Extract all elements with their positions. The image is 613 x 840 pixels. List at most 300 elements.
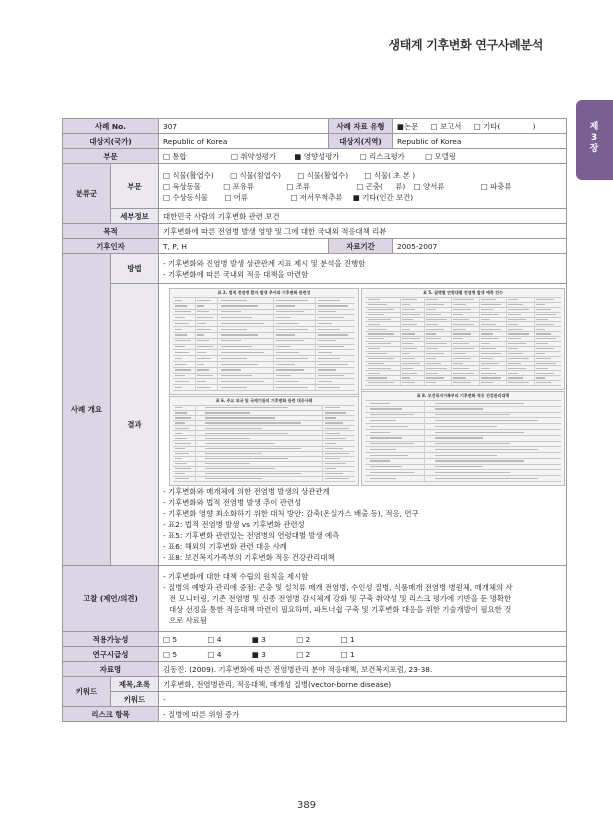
figure-text-placeholder bbox=[221, 375, 252, 376]
figure-text-placeholder bbox=[481, 319, 491, 320]
figure-text-placeholder bbox=[435, 432, 524, 433]
risk-items-value: - 질병에 따른 위험 증가 bbox=[159, 707, 567, 722]
figure-text-placeholder bbox=[325, 473, 343, 474]
figure-text-placeholder bbox=[435, 466, 483, 467]
figure-grid-line bbox=[365, 317, 561, 318]
class-bird[interactable]: □ 조류 bbox=[286, 181, 310, 191]
figure-text-placeholder bbox=[325, 407, 340, 408]
figure-text-placeholder bbox=[175, 340, 191, 341]
figure-grid-line bbox=[365, 321, 561, 322]
figure-text-placeholder bbox=[426, 343, 447, 344]
figure-grid-line bbox=[173, 367, 355, 368]
figure-grid-line bbox=[365, 361, 561, 362]
figure-text-placeholder bbox=[453, 373, 474, 374]
figure-text-placeholder bbox=[402, 373, 417, 374]
figure-grid-column bbox=[400, 297, 401, 385]
figure-text-placeholder bbox=[205, 468, 275, 469]
figure-text-placeholder bbox=[318, 364, 348, 365]
figure-text-placeholder bbox=[205, 428, 262, 429]
keywords-label: 키워드 bbox=[63, 677, 111, 707]
urgency-4[interactable]: □ 4 bbox=[207, 649, 222, 659]
figure-text-placeholder bbox=[435, 472, 510, 473]
applicability-4[interactable]: □ 4 bbox=[207, 634, 222, 644]
figure-text-placeholder bbox=[197, 346, 213, 347]
figure-text-placeholder bbox=[175, 369, 191, 370]
applicability-3[interactable]: ■ 3 bbox=[251, 634, 266, 644]
figure-text-placeholder bbox=[435, 449, 538, 450]
figure-grid-line bbox=[173, 415, 355, 416]
class-herb[interactable]: □ 식물( 초 본 ) bbox=[364, 170, 416, 180]
figure-text-placeholder bbox=[325, 412, 346, 413]
title-abstract-label: 제목,초록 bbox=[111, 677, 159, 692]
figure-text-placeholder bbox=[402, 309, 415, 310]
figure-text-placeholder bbox=[426, 324, 438, 325]
result-line-5: - 표5: 기후변화 관련있는 전염병의 연령대별 발생 예측 bbox=[163, 531, 340, 540]
figure-table-2 bbox=[169, 288, 359, 395]
figure-text-placeholder bbox=[426, 314, 441, 315]
figure-text-placeholder bbox=[370, 466, 402, 467]
figure-text-placeholder bbox=[318, 311, 336, 312]
sector-impact[interactable]: ■ 영향성평가 bbox=[294, 151, 340, 161]
case-type-paper[interactable]: ■논문 bbox=[397, 121, 419, 131]
figure-text-placeholder bbox=[435, 414, 510, 415]
figure-grid-column bbox=[506, 297, 507, 385]
figure-text-placeholder bbox=[175, 438, 187, 439]
figure-text-placeholder bbox=[402, 368, 413, 369]
figure-grid-line bbox=[365, 356, 561, 357]
figure-text-placeholder bbox=[370, 414, 414, 415]
figure-text-placeholder bbox=[368, 338, 384, 339]
figure-grid-line bbox=[173, 430, 355, 431]
figure-text-placeholder bbox=[370, 403, 391, 404]
figure-text-placeholder bbox=[318, 375, 344, 376]
figure-grid-line bbox=[173, 361, 355, 362]
urgency-1[interactable]: □ 1 bbox=[340, 649, 355, 659]
figure-text-placeholder bbox=[318, 317, 344, 318]
figure-text-placeholder bbox=[453, 343, 468, 344]
risk-items-label: 리스크 항목 bbox=[63, 707, 159, 722]
case-type-other-close: ) bbox=[532, 121, 536, 131]
figure-text-placeholder bbox=[508, 333, 529, 334]
figure-grid-line bbox=[173, 314, 355, 315]
figure-text-placeholder bbox=[175, 334, 187, 335]
figure-text-placeholder bbox=[453, 363, 463, 364]
applicability-1[interactable]: □ 1 bbox=[340, 634, 355, 644]
figure-text-placeholder bbox=[481, 353, 502, 354]
figure-text-placeholder bbox=[221, 358, 246, 359]
detail-value: 대한민국 사람의 기후변화 관련 보건 bbox=[159, 209, 567, 224]
figure-text-placeholder bbox=[370, 408, 402, 409]
figure-text-placeholder bbox=[426, 329, 444, 330]
figure-text-placeholder bbox=[197, 329, 211, 330]
class-broadleaf[interactable]: □ 식물(활엽수) bbox=[163, 170, 214, 180]
result-line-3: - 기후변화 영향 최소화하기 위한 대처 방안: 감축(온실가스 배출 등), 적응, 연구 bbox=[163, 509, 419, 518]
figure-text-placeholder bbox=[536, 338, 557, 339]
figure-grid-line bbox=[173, 471, 355, 472]
figure-text-placeholder bbox=[402, 348, 417, 349]
figure-text-placeholder bbox=[481, 314, 499, 315]
figure-grid-line bbox=[365, 326, 561, 327]
figure-text-placeholder bbox=[197, 311, 209, 312]
method-line-1: - 기후변화와 진염병 발생 상관관계 지표 제시 및 분석을 진행함 bbox=[163, 258, 366, 268]
figure-text-placeholder bbox=[536, 314, 557, 315]
sector-risk[interactable]: □ 리스크평가 bbox=[359, 151, 405, 161]
figure-grid-line bbox=[365, 307, 561, 308]
figure-table-8-grid bbox=[365, 400, 561, 481]
figure-text-placeholder bbox=[426, 358, 436, 359]
method-text bbox=[159, 254, 567, 284]
chapter-side-tab-label: 제3장 bbox=[589, 122, 599, 154]
figure-text-placeholder bbox=[325, 417, 336, 418]
figure-text-placeholder bbox=[426, 353, 444, 354]
figure-text-placeholder bbox=[325, 448, 343, 449]
figure-text-placeholder bbox=[481, 363, 499, 364]
figure-text-placeholder bbox=[368, 343, 391, 344]
figure-text-placeholder bbox=[426, 368, 447, 369]
figure-text-placeholder bbox=[426, 333, 436, 334]
figure-text-placeholder bbox=[481, 382, 493, 383]
figure-grid-line bbox=[173, 297, 355, 298]
figure-text-placeholder bbox=[276, 305, 295, 306]
figure-text-placeholder bbox=[325, 428, 350, 429]
figure-grid-line bbox=[173, 355, 355, 356]
urgency-5[interactable]: □ 5 bbox=[163, 649, 178, 659]
figure-text-placeholder bbox=[426, 373, 438, 374]
class-benthic[interactable]: □ 저서무척추류 bbox=[290, 192, 343, 202]
figure-text-placeholder bbox=[536, 329, 546, 330]
figure-text-placeholder bbox=[276, 329, 307, 330]
figure-text-placeholder bbox=[435, 455, 497, 456]
figure-text-placeholder bbox=[370, 478, 396, 479]
sector-options bbox=[159, 149, 567, 164]
figure-text-placeholder bbox=[175, 407, 183, 408]
figure-text-placeholder bbox=[318, 329, 340, 330]
figure-text-placeholder bbox=[453, 299, 474, 300]
figure-text-placeholder bbox=[402, 377, 410, 378]
figure-text-placeholder bbox=[368, 314, 384, 315]
sector-integrated[interactable]: □ 통합 bbox=[163, 151, 187, 161]
figure-text-placeholder bbox=[435, 437, 483, 438]
case-type-other[interactable]: □ 기타( bbox=[473, 121, 501, 131]
figure-text-placeholder bbox=[276, 375, 291, 376]
method-line-2: - 기후변화에 따른 국내외 적응 대책을 마련함 bbox=[163, 269, 309, 279]
climate-factor-label: 기후인자 bbox=[63, 239, 159, 254]
figure-text-placeholder bbox=[453, 329, 465, 330]
figure-grid-line bbox=[173, 476, 355, 477]
figure-text-placeholder bbox=[325, 463, 346, 464]
climate-factor-value: T, P, H bbox=[159, 239, 329, 254]
target-region-label: 대상지(지역) bbox=[329, 134, 393, 149]
figure-text-placeholder bbox=[318, 387, 340, 388]
figure-table-8-title: 표 8. 보건복지가족부의 기후변화 적응 건강관리대책 bbox=[416, 393, 510, 398]
figure-text-placeholder bbox=[175, 323, 189, 324]
sector-vulnerability[interactable]: □ 취약성평가 bbox=[230, 151, 277, 161]
figure-text-placeholder bbox=[453, 338, 463, 339]
purpose-label: 목적 bbox=[63, 224, 159, 239]
figure-text-placeholder bbox=[175, 453, 189, 454]
class-broadleaf-2[interactable]: □ 식물(활엽수) bbox=[297, 170, 349, 180]
applicability-label: 적용가능성 bbox=[63, 632, 159, 647]
figure-text-placeholder bbox=[435, 426, 497, 427]
figure-table-6-title: 표 6. 주요 외국 및 국제기관의 기후변화 관련 대응사례 bbox=[215, 398, 313, 403]
figure-text-placeholder bbox=[197, 352, 207, 353]
figure-text-placeholder bbox=[370, 443, 414, 444]
figure-text-placeholder bbox=[508, 382, 529, 383]
figure-text-placeholder bbox=[175, 417, 191, 418]
figure-grid-line bbox=[365, 297, 561, 298]
figure-text-placeholder bbox=[368, 324, 380, 325]
figure-text-placeholder bbox=[402, 358, 415, 359]
data-period-value: 2005-2007 bbox=[393, 239, 567, 254]
figure-grid-line bbox=[173, 309, 355, 310]
figure-text-placeholder bbox=[205, 443, 275, 444]
figure-text-placeholder bbox=[197, 369, 209, 370]
class-reptile[interactable]: □ 파충류 bbox=[480, 181, 512, 191]
figure-text-placeholder bbox=[325, 478, 350, 479]
figure-text-placeholder bbox=[221, 387, 246, 388]
figure-text-placeholder bbox=[370, 437, 402, 438]
figure-text-placeholder bbox=[536, 353, 546, 354]
figure-grid-line bbox=[173, 410, 355, 411]
class-land-animal[interactable]: □ 육상동물 bbox=[163, 181, 201, 191]
figure-grid-line bbox=[173, 425, 355, 426]
figure-text-placeholder bbox=[368, 329, 387, 330]
figure-text-placeholder bbox=[175, 358, 183, 359]
classification-label: 분류군 bbox=[63, 164, 111, 224]
figure-text-placeholder bbox=[175, 478, 189, 479]
urgency-options bbox=[159, 647, 567, 662]
figure-text-placeholder bbox=[276, 352, 299, 353]
figure-text-placeholder bbox=[402, 319, 413, 320]
figure-text-placeholder bbox=[370, 432, 391, 433]
figure-text-placeholder bbox=[508, 324, 518, 325]
figure-text-placeholder bbox=[481, 338, 499, 339]
figure-text-placeholder bbox=[276, 323, 299, 324]
figure-text-placeholder bbox=[508, 299, 518, 300]
figure-text-placeholder bbox=[536, 343, 548, 344]
figure-grid-line bbox=[173, 446, 355, 447]
figure-grid-line bbox=[173, 344, 355, 345]
method-label: 방법 bbox=[111, 254, 159, 284]
discussion-label: 고찰 (제언/의견) bbox=[63, 566, 159, 632]
figure-text-placeholder bbox=[175, 422, 185, 423]
figure-text-placeholder bbox=[435, 408, 483, 409]
figure-text-placeholder bbox=[205, 412, 250, 413]
figure-grid-line bbox=[365, 365, 561, 366]
figure-grid-line bbox=[365, 423, 561, 424]
figure-text-placeholder bbox=[481, 373, 496, 374]
figure-grid-column bbox=[217, 297, 218, 390]
class-other-health[interactable]: ■ 기타(인간 보건) bbox=[352, 192, 414, 202]
figure-text-placeholder bbox=[508, 368, 526, 369]
figure-grid-line bbox=[365, 400, 561, 401]
urgency-label: 연구시급성 bbox=[63, 647, 159, 662]
figure-text-placeholder bbox=[402, 333, 415, 334]
figure-grid-line bbox=[365, 481, 561, 482]
figure-text-placeholder bbox=[368, 377, 387, 378]
figure-text-placeholder bbox=[221, 381, 263, 382]
figure-text-placeholder bbox=[453, 304, 465, 305]
figure-text-placeholder bbox=[318, 300, 340, 301]
figure-text-placeholder bbox=[508, 348, 518, 349]
figure-text-placeholder bbox=[175, 352, 189, 353]
figure-text-placeholder bbox=[221, 300, 246, 301]
figure-text-placeholder bbox=[508, 373, 518, 374]
case-type-report[interactable]: □ 보고서 bbox=[430, 121, 462, 131]
figure-grid-line bbox=[173, 378, 355, 379]
figure-text-placeholder bbox=[221, 346, 252, 347]
target-region-value: Republic of Korea bbox=[393, 134, 567, 149]
figure-grid-line bbox=[365, 406, 561, 407]
figure-text-placeholder bbox=[276, 317, 291, 318]
figure-text-placeholder bbox=[276, 311, 303, 312]
figure-text-placeholder bbox=[276, 334, 295, 335]
figure-text-placeholder bbox=[481, 309, 493, 310]
result-line-7: - 표8: 보건복지가족부의 기후변화 적응 건강관리대책 bbox=[163, 553, 335, 562]
detail-label: 세부정보 bbox=[111, 209, 159, 224]
figure-text-placeholder bbox=[318, 369, 336, 370]
figure-table-5-grid bbox=[365, 297, 561, 385]
classification-sector-label: 부문 bbox=[111, 164, 159, 209]
figure-grid-line bbox=[173, 461, 355, 462]
class-aquatic[interactable]: □ 수상동식물 bbox=[163, 192, 209, 202]
figure-text-placeholder bbox=[325, 458, 340, 459]
figure-text-placeholder bbox=[426, 382, 436, 383]
figure-text-placeholder bbox=[221, 334, 258, 335]
figure-grid-line bbox=[173, 420, 355, 421]
figure-grid-column bbox=[451, 297, 452, 385]
urgency-3[interactable]: ■ 3 bbox=[251, 649, 266, 659]
figure-text-placeholder bbox=[536, 377, 546, 378]
result-line-2: - 기후변화와 법적 전염병 발생 추이 관련성 bbox=[163, 498, 302, 507]
result-cell bbox=[159, 284, 567, 566]
figure-grid-line bbox=[365, 412, 561, 413]
figure-text-placeholder bbox=[175, 458, 183, 459]
figure-text-placeholder bbox=[205, 473, 301, 474]
figure-text-placeholder bbox=[481, 333, 493, 334]
result-label: 결과 bbox=[111, 284, 159, 566]
figure-grid-line bbox=[365, 331, 561, 332]
figure-grid-line bbox=[173, 326, 355, 327]
reference-label: 자료명 bbox=[63, 662, 159, 677]
class-fish[interactable]: □ 어류 bbox=[224, 192, 249, 202]
data-period-label: 자료기간 bbox=[329, 239, 393, 254]
class-mammal[interactable]: □ 포유류 bbox=[223, 181, 255, 191]
figure-grid-line bbox=[173, 466, 355, 467]
figure-grid-line bbox=[365, 370, 561, 371]
target-country-label: 대상지(국가) bbox=[63, 134, 159, 149]
figure-text-placeholder bbox=[536, 309, 551, 310]
figure-text-placeholder bbox=[368, 358, 394, 359]
figure-grid-line bbox=[365, 375, 561, 376]
figure-grid-line bbox=[173, 384, 355, 385]
figure-text-placeholder bbox=[370, 426, 408, 427]
case-type-options bbox=[393, 119, 567, 134]
figure-text-placeholder bbox=[481, 348, 496, 349]
figure-text-placeholder bbox=[536, 304, 546, 305]
figure-text-placeholder bbox=[175, 463, 187, 464]
figure-text-placeholder bbox=[276, 346, 291, 347]
figure-text-placeholder bbox=[318, 346, 344, 347]
figure-text-placeholder bbox=[175, 448, 185, 449]
figure-text-placeholder bbox=[508, 343, 526, 344]
figure-grid-line bbox=[365, 446, 561, 447]
figure-text-placeholder bbox=[221, 369, 241, 370]
figure-text-placeholder bbox=[481, 343, 491, 344]
class-amphibian[interactable]: □ 양서류 bbox=[413, 181, 445, 191]
figure-text-placeholder bbox=[276, 381, 299, 382]
figure-text-placeholder bbox=[205, 463, 250, 464]
figure-text-placeholder bbox=[175, 346, 185, 347]
figure-text-placeholder bbox=[435, 443, 510, 444]
figure-text-placeholder bbox=[175, 428, 189, 429]
result-figures bbox=[163, 286, 562, 486]
figure-grid-column bbox=[424, 297, 425, 385]
figure-text-placeholder bbox=[370, 449, 396, 450]
target-country-value: Republic of Korea bbox=[159, 134, 329, 149]
class-conifer[interactable]: □ 식물(침엽수) bbox=[230, 170, 281, 180]
reference-value: 김동진. (2009). 기후변화에 따른 전염병관리 분야 적응대책, 보건복지포럼, 23-38. bbox=[159, 662, 567, 677]
discussion-line-5: 으로 사료됨 bbox=[169, 616, 208, 625]
figure-text-placeholder bbox=[426, 363, 441, 364]
figure-text-placeholder bbox=[453, 333, 471, 334]
figure-grid-line bbox=[365, 351, 561, 352]
figure-text-placeholder bbox=[325, 453, 350, 454]
figure-text-placeholder bbox=[368, 353, 387, 354]
figure-grid-line bbox=[365, 452, 561, 453]
figure-text-placeholder bbox=[402, 314, 420, 315]
figure-text-placeholder bbox=[325, 438, 346, 439]
class-insect[interactable]: □ 곤충( bbox=[356, 181, 383, 191]
figure-text-placeholder bbox=[435, 420, 538, 421]
figure-text-placeholder bbox=[318, 381, 332, 382]
figure-text-placeholder bbox=[221, 340, 241, 341]
figure-text-placeholder bbox=[453, 348, 474, 349]
figure-text-placeholder bbox=[508, 338, 520, 339]
figure-text-placeholder bbox=[197, 334, 205, 335]
figure-text-placeholder bbox=[426, 304, 444, 305]
figure-text-placeholder bbox=[205, 407, 288, 408]
figure-text-placeholder bbox=[453, 324, 474, 325]
discussion-line-2: - 질병의 예방과 관리에 중점: 곤충 및 설치류 매개 전염병, 수인성 질병, 식품매개 전염병 병원체, 매개체의 사 bbox=[163, 583, 513, 592]
purpose-value: 기후변화에 따른 전염병 발생 영향 및 그에 대한 국내외 적응대책 리뷰 bbox=[159, 224, 567, 239]
sector-modeling[interactable]: □ 모델링 bbox=[425, 151, 456, 161]
figure-grid-line bbox=[173, 338, 355, 339]
figure-text-placeholder bbox=[536, 363, 557, 364]
figure-text-placeholder bbox=[205, 438, 250, 439]
figure-grid-line bbox=[365, 458, 561, 459]
figure-table-5-title: 표 5. 질병별 연령대별 전염병 발생 예측 건수 bbox=[423, 290, 503, 295]
figure-text-placeholder bbox=[325, 468, 336, 469]
figure-text-placeholder bbox=[205, 478, 262, 479]
case-table bbox=[62, 118, 567, 722]
figure-text-placeholder bbox=[536, 319, 548, 320]
figure-text-placeholder bbox=[536, 348, 554, 349]
figure-text-placeholder bbox=[536, 368, 548, 369]
figure-grid-line bbox=[173, 440, 355, 441]
figure-text-placeholder bbox=[426, 309, 436, 310]
figure-grid-line bbox=[173, 435, 355, 436]
figure-text-placeholder bbox=[426, 348, 438, 349]
figure-text-placeholder bbox=[197, 364, 205, 365]
figure-text-placeholder bbox=[205, 433, 288, 434]
urgency-2[interactable]: □ 2 bbox=[296, 649, 311, 659]
figure-grid-line bbox=[173, 349, 355, 350]
applicability-5[interactable]: □ 5 bbox=[163, 634, 178, 644]
applicability-2[interactable]: □ 2 bbox=[296, 634, 311, 644]
figure-grid-line bbox=[365, 441, 561, 442]
figure-grid-line bbox=[365, 385, 561, 386]
